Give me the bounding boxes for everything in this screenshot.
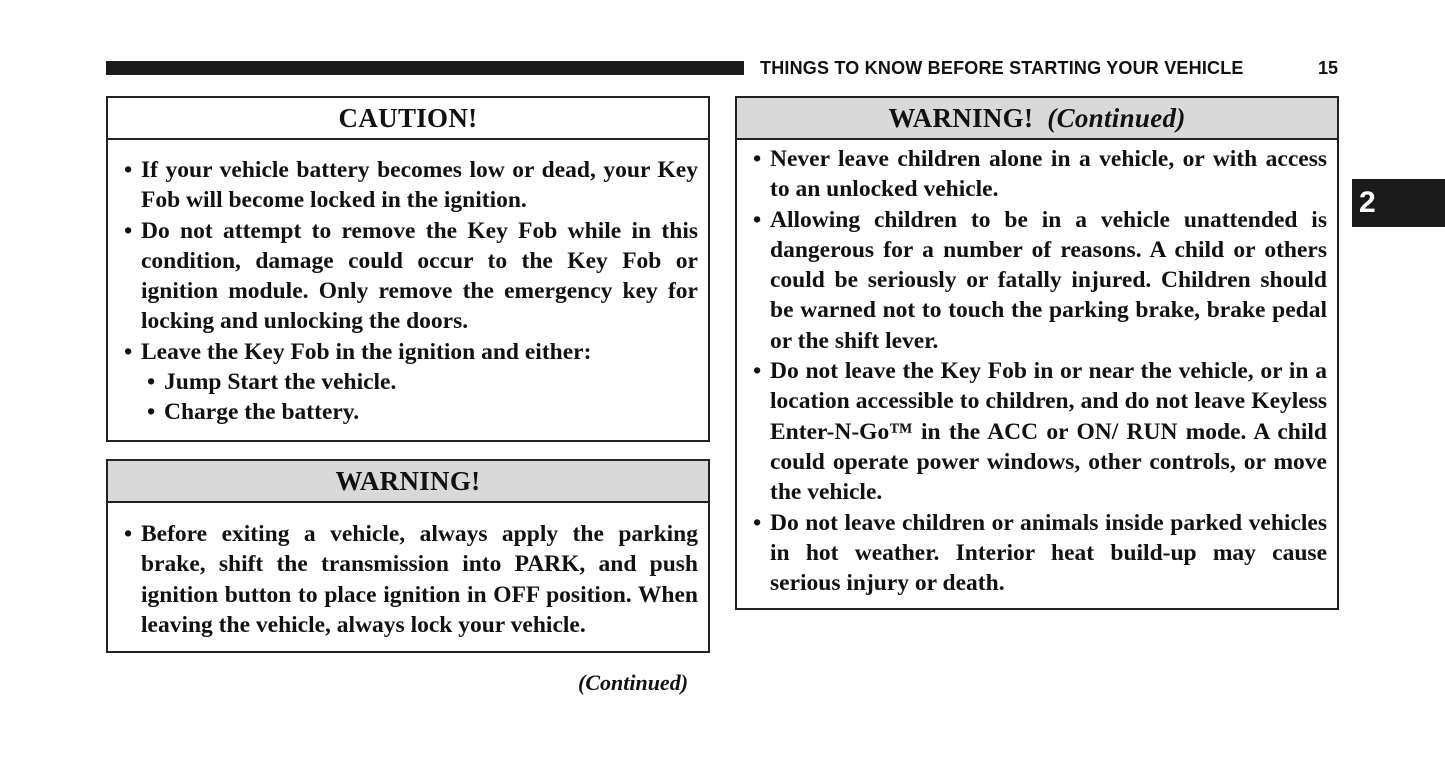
caution-box [106,96,710,442]
continued-label: (Continued) [578,670,689,695]
list-item: • Do not attempt to remove the Key Fob while in this condition, damage could occur to the Key Fob or ignition module. Only remove the emergency key for locking and unlocking the doors. [124,216,698,337]
list-item: • Jump Start the vehicle. [147,367,698,397]
warning-title: WARNING! [108,461,708,503]
list-item: • If your vehicle battery becomes low or dead, your Key Fob will become locked in the ignition. [124,155,698,216]
list-item: • Leave the Key Fob in the ignition and either: • Jump Start the vehicle. • Charge the battery. [124,337,698,428]
caution-list [108,155,708,428]
caution-sub-list [141,367,698,428]
warning-continued-title: WARNING! (Continued) [737,98,1337,140]
list-item: • Charge the battery. [147,397,698,427]
warning-box [106,459,710,653]
list-item: • Allowing children to be in a vehicle unattended is dangerous for a number of reasons. A child or others could be seriously or fatally injured. Children should be warned not to touch the parking brake, brake pedal or the shift lever. [753,205,1327,356]
section-title: THINGS TO KNOW BEFORE STARTING YOUR VEHICLE [760,58,1244,78]
list-item: • Never leave children alone in a vehicle, or with access to an unlocked vehicle. [753,144,1327,205]
header-rule [106,61,744,75]
list-item: • Before exiting a vehicle, always apply the parking brake, shift the transmission into PARK, and push ignition button to place ignition in OFF position. When leaving the vehicle, always lock your vehicle. [124,519,698,640]
warning-list [108,519,708,640]
warning-continued-box [735,96,1339,610]
chapter-tab [1352,179,1445,227]
warning-continued-list [737,144,1337,598]
list-item: • Do not leave the Key Fob in or near the vehicle, or in a location accessible to children, and do not leave Keyless Enter-N-Go™ in the ACC or ON/ RUN mode. A child could operate power windows, other controls, or move the vehicle. [753,356,1327,507]
chapter-number: 2 [1359,186,1376,219]
caution-title: CAUTION! [108,98,708,140]
list-item: • Do not leave children or animals inside parked vehicles in hot weather. Interior heat build-up may cause serious injury or death. [753,508,1327,599]
page-number: 15 [1318,58,1339,78]
